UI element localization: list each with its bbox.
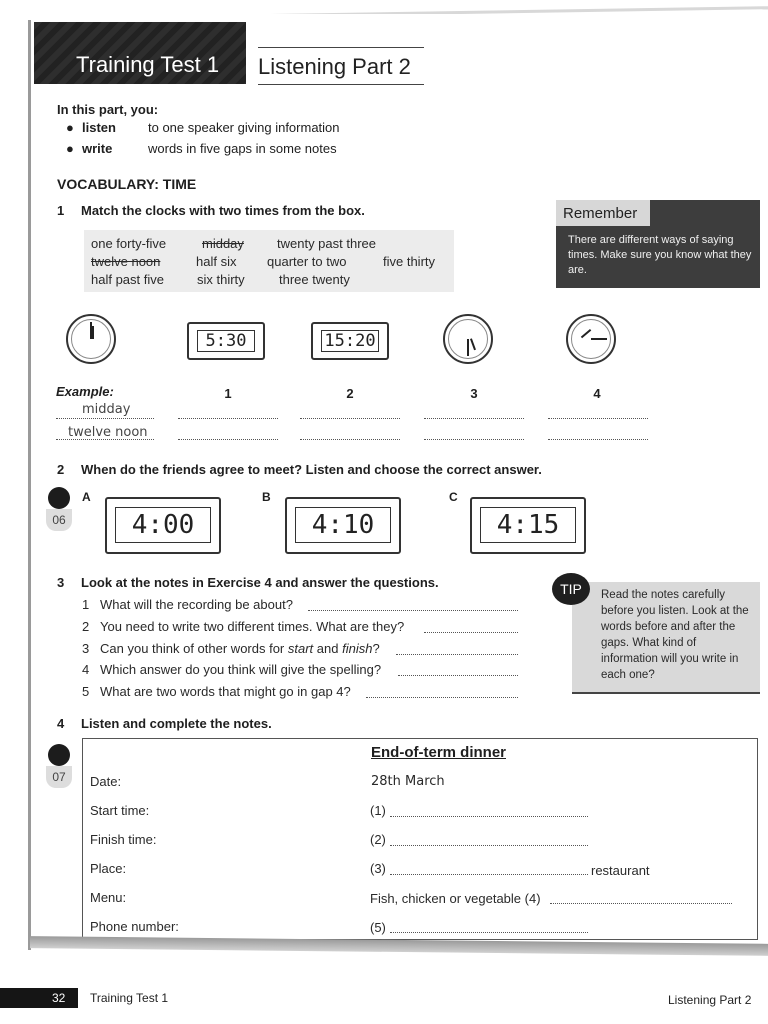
time-option: twenty past three	[277, 236, 376, 251]
digital-clock-1: 5:30	[197, 330, 255, 352]
answer-blank[interactable]	[424, 418, 524, 419]
answer-blank[interactable]	[548, 418, 648, 419]
notes-label: Finish time:	[90, 832, 157, 847]
remember-title: Remember	[563, 205, 638, 222]
digital-clock-icon	[311, 322, 389, 360]
answer-blank[interactable]	[424, 439, 524, 440]
notes-label: Menu:	[90, 890, 127, 905]
time-option: five thirty	[383, 254, 436, 269]
notes-label: Date:	[90, 774, 122, 789]
question-number: 3	[57, 575, 65, 590]
question-4	[57, 716, 272, 731]
analog-clock-icon	[566, 314, 616, 364]
gap-number: (1)	[370, 803, 386, 818]
tip-badge: TIP	[552, 573, 590, 605]
tip-text: Read the notes carefully before you listen. Look at the words before and after the gaps. What kind of information will you write in each one?	[601, 589, 749, 681]
question-number: 2	[57, 462, 65, 477]
option-a-clock[interactable]	[105, 497, 221, 554]
option-time: 4:10	[295, 507, 391, 543]
footer-test-title: Training Test 1	[90, 991, 169, 1005]
question-text: When do the friends agree to meet? Listen and choose the correct answer.	[81, 462, 542, 477]
sub-question: 1 What will the recording be about?	[82, 597, 293, 612]
option-letter: C	[449, 490, 458, 504]
track-number: 06	[46, 509, 72, 531]
page-shadow	[28, 20, 31, 950]
gap-number: (2)	[370, 832, 386, 847]
bullet-icon: ●	[66, 120, 74, 135]
option-letter: A	[82, 490, 91, 504]
option-b-clock[interactable]	[285, 497, 401, 554]
gap-number: (5)	[370, 920, 386, 935]
intro-item	[66, 141, 337, 156]
remember-text: There are different ways of saying times. Make sure you know what they are.	[568, 234, 752, 276]
notes-suffix: restaurant	[591, 863, 650, 878]
notes-label: Phone number:	[90, 919, 179, 934]
gap-number: (3)	[370, 861, 386, 876]
option-c-clock[interactable]	[470, 497, 586, 554]
answer-blank[interactable]	[178, 418, 278, 419]
time-option: quarter to two	[267, 254, 347, 269]
question-text: Match the clocks with two times from the box.	[81, 203, 365, 218]
headphones-icon	[48, 744, 70, 766]
notes-label: Start time:	[90, 803, 150, 818]
clock-label: 2	[346, 386, 354, 401]
gap-2-blank[interactable]	[390, 845, 588, 846]
question-text: Listen and complete the notes.	[81, 716, 272, 731]
example-answer: midday	[82, 402, 131, 417]
question-number: 4	[57, 716, 65, 731]
intro-text: to one speaker giving information	[148, 120, 340, 135]
time-option: half past five	[91, 272, 164, 287]
question-3	[57, 575, 439, 590]
footer-bar	[0, 988, 78, 1008]
gap-4-blank[interactable]	[550, 903, 732, 904]
question-2	[57, 462, 542, 477]
sub-question: 4 Which answer do you think will give the spelling?	[82, 662, 382, 677]
intro-heading: In this part, you:	[57, 102, 159, 117]
notes-label: Place:	[90, 861, 127, 876]
answer-blank[interactable]	[548, 439, 648, 440]
example-answer: twelve noon	[68, 425, 148, 440]
digital-clock-2: 15:20	[321, 330, 379, 352]
answer-blank[interactable]	[424, 632, 518, 633]
sub-question: 5 What are two words that might go in gap 4?	[82, 684, 351, 699]
time-option: six thirty	[197, 272, 245, 287]
gap-5-blank[interactable]	[390, 932, 588, 933]
time-option: three twenty	[279, 272, 350, 287]
part-title: Listening Part 2	[258, 54, 411, 79]
notes-value-date: 28th March	[371, 774, 445, 789]
vocabulary-heading: VOCABULARY: TIME	[57, 176, 197, 192]
answer-blank[interactable]	[366, 697, 518, 698]
notes-box	[82, 738, 758, 940]
digital-clock-icon	[187, 322, 265, 360]
option-time: 4:15	[480, 507, 576, 543]
clock-label: 1	[224, 386, 232, 401]
answer-blank[interactable]	[396, 654, 518, 655]
question-number: 1	[57, 203, 65, 218]
time-option-used: midday	[202, 236, 244, 251]
option-time: 4:00	[115, 507, 211, 543]
option-letter: B	[262, 490, 271, 504]
notes-value-menu: Fish, chicken or vegetable (4)	[370, 891, 541, 906]
footer-part-title: Listening Part 2	[668, 993, 752, 1007]
track-number: 07	[46, 766, 72, 788]
example-label: Example:	[56, 384, 114, 399]
answer-blank[interactable]	[178, 439, 278, 440]
answer-blank[interactable]	[300, 439, 400, 440]
answer-blank[interactable]	[308, 610, 518, 611]
answer-blank[interactable]	[300, 418, 400, 419]
clock-label: 3	[470, 386, 478, 401]
intro-text: words in five gaps in some notes	[148, 141, 337, 156]
page-number: 32	[52, 991, 66, 1005]
bullet-icon: ●	[66, 141, 74, 156]
headphones-icon	[48, 487, 70, 509]
intro-item	[66, 120, 340, 135]
test-title: Training Test 1	[76, 52, 220, 77]
intro-keyword: write	[82, 141, 113, 156]
gap-3-blank[interactable]	[390, 874, 588, 875]
question-1	[57, 203, 365, 218]
question-text: Look at the notes in Exercise 4 and answer the questions.	[81, 575, 439, 590]
sub-question: 2 You need to write two different times. What are they?	[82, 619, 405, 634]
analog-clock-icon	[443, 314, 493, 364]
intro-keyword: listen	[82, 120, 116, 135]
analog-clock-icon	[66, 314, 116, 364]
time-option-used: twelve noon	[91, 254, 161, 269]
time-option: one forty-five	[91, 236, 167, 251]
answer-blank[interactable]	[398, 675, 518, 676]
clock-label: 4	[593, 386, 601, 401]
time-option: half six	[196, 254, 237, 269]
notes-title: End-of-term dinner	[371, 744, 506, 761]
gap-1-blank[interactable]	[390, 816, 588, 817]
sub-question: 3 Can you think of other words for start and finish?	[82, 641, 380, 656]
